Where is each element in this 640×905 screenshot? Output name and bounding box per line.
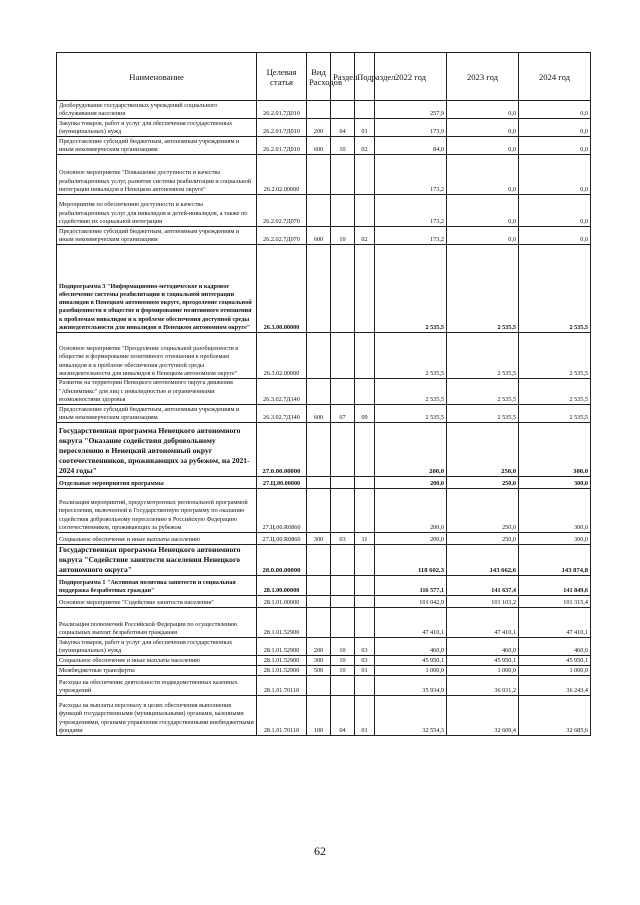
header-2023: 2023 год (447, 53, 519, 101)
amount-2024: 1 000,0 (519, 666, 591, 676)
expense-type (307, 489, 331, 533)
expense-type (307, 608, 331, 638)
header-2024: 2024 год (519, 53, 591, 101)
amount-2023: 0,0 (447, 227, 519, 245)
section: 04 (331, 696, 355, 736)
amount-2024: 101 315,4 (519, 596, 591, 608)
amount-2022: 200,0 (375, 477, 447, 489)
header-subsection: Подраздел (355, 53, 375, 101)
target-code: 28.1.01.52900 (257, 666, 307, 676)
target-code: 28.1.01.70110 (257, 676, 307, 696)
table-row (57, 545, 591, 576)
section (331, 245, 355, 333)
subsection (355, 576, 375, 596)
expense-type (307, 155, 331, 195)
header-section: Раздел (331, 53, 355, 101)
row-name: Расходы на выплаты персоналу в целях обеспечения выполнения функций государственными (муниципальными) органами, казенными учреждениями, органами управления государственными внебюджетными фондами (57, 696, 257, 736)
table-row (57, 423, 591, 477)
amount-2024: 2 535,5 (519, 405, 591, 423)
section (331, 423, 355, 477)
row-name: Межбюджетные трансферты (57, 666, 257, 676)
subsection (355, 245, 375, 333)
amount-2022: 84,0 (375, 137, 447, 155)
subsection: 09 (355, 405, 375, 423)
table-row (57, 155, 591, 195)
amount-2022: 101 042,9 (375, 596, 447, 608)
section (331, 101, 355, 119)
section (331, 333, 355, 379)
row-name: Мероприятия по обеспечению доступности и качества реабилитационных услуг для инвалидов и детей-инвалидов, а также по содействию их социальной интеграции (57, 195, 257, 227)
header-expense-type: Вид Расходов (307, 53, 331, 101)
amount-2024: 2 535,5 (519, 379, 591, 405)
table-row (57, 195, 591, 227)
expense-type: 300 (307, 656, 331, 666)
target-code: 27.Ц.00.00000 (257, 477, 307, 489)
target-code: 28.0.00.00000 (257, 545, 307, 576)
amount-2023: 0,0 (447, 137, 519, 155)
section (331, 155, 355, 195)
subsection (355, 333, 375, 379)
table-row (57, 137, 591, 155)
section (331, 608, 355, 638)
expense-type: 600 (307, 227, 331, 245)
row-name: Предоставление субсидий бюджетным, автономным учреждениям и иным некоммерческим организациям (57, 227, 257, 245)
table-row (57, 676, 591, 696)
amount-2023: 101 103,2 (447, 596, 519, 608)
row-name: Реализация полномочий Российской Федерации по осуществлению социальных выплат безработным гражданам (57, 608, 257, 638)
amount-2022: 47 410,1 (375, 608, 447, 638)
row-name: Реализация мероприятий, предусмотренных региональной программой переселения, включенной в Государственную программу по оказанию содействия добровольному переселению в Российскую Федерацию соотечественников, проживающих за рубежом (57, 489, 257, 533)
amount-2024: 300,0 (519, 533, 591, 545)
target-code: 28.1.01.52900 (257, 656, 307, 666)
subsection: 01 (355, 696, 375, 736)
subsection: 02 (355, 227, 375, 245)
table-row (57, 533, 591, 545)
row-name: Государственная программа Ненецкого автономного округа "Оказание содействия добровольному переселению в Ненецкий автономный округ соотечественников, проживающих за рубежом, на 2021-2024 годы" (57, 423, 257, 477)
section: 10 (331, 666, 355, 676)
amount-2024: 0,0 (519, 195, 591, 227)
target-code: 26.3.02.00000 (257, 333, 307, 379)
table-row (57, 608, 591, 638)
row-name: Предоставление субсидий бюджетным, автономным учреждениям и иным некоммерческим организациям (57, 137, 257, 155)
amount-2024: 36 243,4 (519, 676, 591, 696)
table-header-row (57, 53, 591, 101)
amount-2023: 0,0 (447, 195, 519, 227)
target-code: 26.2.01.7Д010 (257, 101, 307, 119)
amount-2022: 32 554,3 (375, 696, 447, 736)
target-code: 26.3.02.7Д140 (257, 379, 307, 405)
amount-2023: 2 535,5 (447, 245, 519, 333)
section (331, 676, 355, 696)
amount-2023: 0,0 (447, 119, 519, 137)
amount-2024: 0,0 (519, 137, 591, 155)
section: 07 (331, 405, 355, 423)
table-row (57, 477, 591, 489)
amount-2023: 2 535,5 (447, 379, 519, 405)
table-row (57, 576, 591, 596)
amount-2024: 300,0 (519, 477, 591, 489)
target-code: 27.Ц.00.R0860 (257, 533, 307, 545)
row-name: Расходы на обеспечение деятельности подведомственных казенных учреждений (57, 676, 257, 696)
table-row (57, 101, 591, 119)
amount-2022: 173,2 (375, 155, 447, 195)
table-row (57, 638, 591, 656)
amount-2022: 2 535,5 (375, 405, 447, 423)
target-code: 28.1.01.52900 (257, 638, 307, 656)
amount-2022: 200,0 (375, 423, 447, 477)
row-name: Подпрограмма 3 "Информационно-методическое и кадровое обеспечение системы реабилитации и социальной интеграции инвалидов в Ненецком автономном округе, преодоление социальной разобщенности в обществе и формирование позитивного отношения к проблемам инвалидов и к проблеме обеспечения доступной среды жизнедеятельности для инвалидов в Ненецком автономном округе" (57, 245, 257, 333)
target-code: 28.1.00.00000 (257, 576, 307, 596)
section (331, 576, 355, 596)
amount-2023: 460,0 (447, 638, 519, 656)
expense-type (307, 576, 331, 596)
row-name: Отдельные мероприятия программы (57, 477, 257, 489)
amount-2024: 2 535,5 (519, 333, 591, 379)
target-code: 26.2.02.7Д070 (257, 195, 307, 227)
amount-2023: 0,0 (447, 155, 519, 195)
amount-2022: 200,0 (375, 489, 447, 533)
amount-2024: 300,0 (519, 423, 591, 477)
header-2022: 2022 год (375, 53, 447, 101)
expense-type: 500 (307, 666, 331, 676)
table-row (57, 227, 591, 245)
expense-type: 100 (307, 696, 331, 736)
header-name: Наименование (57, 53, 257, 101)
table-row (57, 596, 591, 608)
amount-2024: 47 410,1 (519, 608, 591, 638)
target-code: 28.1.01.70110 (257, 696, 307, 736)
amount-2024: 0,0 (519, 227, 591, 245)
amount-2024: 0,0 (519, 155, 591, 195)
expense-type (307, 245, 331, 333)
subsection: 02 (355, 137, 375, 155)
amount-2023: 250,0 (447, 489, 519, 533)
subsection: 11 (355, 533, 375, 545)
amount-2022: 35 934,9 (375, 676, 447, 696)
amount-2023: 36 031,2 (447, 676, 519, 696)
section (331, 545, 355, 576)
section: 04 (331, 119, 355, 137)
amount-2024: 143 874,8 (519, 545, 591, 576)
table-row (57, 489, 591, 533)
target-code: 26.2.02.00000 (257, 155, 307, 195)
amount-2022: 257,9 (375, 101, 447, 119)
section (331, 477, 355, 489)
table-row (57, 656, 591, 666)
amount-2023: 143 662,6 (447, 545, 519, 576)
page-number: 62 (314, 844, 326, 858)
target-code: 26.3.00.00000 (257, 245, 307, 333)
amount-2022: 2 535,5 (375, 333, 447, 379)
subsection (355, 608, 375, 638)
amount-2023: 250,0 (447, 477, 519, 489)
amount-2023: 2 535,5 (447, 333, 519, 379)
section (331, 596, 355, 608)
row-name: Развитие на территории Ненецкого автономного округа движения "Абилимпикс" для лиц с инвалидностью и ограниченными возможностями здоровья (57, 379, 257, 405)
amount-2023: 32 609,4 (447, 696, 519, 736)
expense-type: 200 (307, 638, 331, 656)
amount-2022: 200,0 (375, 533, 447, 545)
subsection (355, 676, 375, 696)
subsection (355, 477, 375, 489)
section: 10 (331, 137, 355, 155)
target-code: 26.2.02.7Д070 (257, 227, 307, 245)
subsection (355, 101, 375, 119)
amount-2023: 2 535,5 (447, 405, 519, 423)
target-code: 26.2.01.7Д010 (257, 119, 307, 137)
target-code: 28.1.01.52900 (257, 608, 307, 638)
table-row (57, 379, 591, 405)
row-name: Основное мероприятие "Преодоление социальной разобщенности в обществе и формирование позитивного отношения к проблемам инвалидов и к проблеме обеспечения доступной среды жизнедеятельности для инвалидов в Ненецком автономном округе" (57, 333, 257, 379)
amount-2024: 32 685,6 (519, 696, 591, 736)
amount-2022: 173,2 (375, 195, 447, 227)
budget-table (56, 52, 591, 736)
expense-type: 300 (307, 533, 331, 545)
expense-type (307, 195, 331, 227)
row-name: Подпрограмма 1 "Активная политика занятости и социальная поддержка безработных граждан" (57, 576, 257, 596)
section (331, 379, 355, 405)
target-code: 27.Ц.00.R0860 (257, 489, 307, 533)
budget-table-container (56, 52, 590, 736)
expense-type (307, 101, 331, 119)
subsection: 01 (355, 666, 375, 676)
subsection (355, 545, 375, 576)
amount-2023: 45 950,1 (447, 656, 519, 666)
subsection (355, 379, 375, 405)
amount-2023: 141 637,4 (447, 576, 519, 596)
section: 10 (331, 227, 355, 245)
header-target: Целевая статья (257, 53, 307, 101)
amount-2023: 1 000,0 (447, 666, 519, 676)
amount-2023: 250,0 (447, 533, 519, 545)
expense-type (307, 596, 331, 608)
table-row (57, 666, 591, 676)
row-name: Социальное обеспечение и иные выплаты населению (57, 533, 257, 545)
expense-type (307, 333, 331, 379)
expense-type: 600 (307, 405, 331, 423)
subsection (355, 489, 375, 533)
row-name: Основное мероприятие "Повышение доступности и качества реабилитационных услуг, развитие системы реабилитации и социальной интеграции инвалидов в Ненецком автономном округе" (57, 155, 257, 195)
expense-type: 600 (307, 137, 331, 155)
section (331, 195, 355, 227)
subsection (355, 155, 375, 195)
amount-2022: 173,9 (375, 119, 447, 137)
section: 03 (331, 533, 355, 545)
row-name: Предоставление субсидий бюджетным, автономным учреждениям и иным некоммерческим организациям (57, 405, 257, 423)
amount-2024: 460,0 (519, 638, 591, 656)
row-name: Основное мероприятие "Содействие занятости населения" (57, 596, 257, 608)
subsection: 03 (355, 656, 375, 666)
amount-2024: 300,0 (519, 489, 591, 533)
expense-type: 200 (307, 119, 331, 137)
table-row (57, 119, 591, 137)
amount-2023: 0,0 (447, 101, 519, 119)
expense-type (307, 477, 331, 489)
amount-2022: 2 535,5 (375, 245, 447, 333)
row-name: Государственная программа Ненецкого автономного округа "Содействие занятости населения Ненецкого автономного округа" (57, 545, 257, 576)
amount-2022: 1 000,0 (375, 666, 447, 676)
amount-2022: 460,0 (375, 638, 447, 656)
amount-2024: 0,0 (519, 119, 591, 137)
amount-2023: 47 410,1 (447, 608, 519, 638)
section: 10 (331, 656, 355, 666)
table-row (57, 333, 591, 379)
amount-2022: 2 535,5 (375, 379, 447, 405)
table-row (57, 696, 591, 736)
target-code: 28.1.01.00000 (257, 596, 307, 608)
table-row (57, 245, 591, 333)
target-code: 27.0.00.00000 (257, 423, 307, 477)
row-name: Закупка товаров, работ и услуг для обеспечения государственных (муниципальных) нужд (57, 119, 257, 137)
amount-2022: 116 577,1 (375, 576, 447, 596)
amount-2024: 0,0 (519, 101, 591, 119)
subsection (355, 596, 375, 608)
table-row (57, 405, 591, 423)
subsection (355, 423, 375, 477)
row-name: Дооборудование государственных учреждений социального обслуживания населения (57, 101, 257, 119)
subsection: 01 (355, 119, 375, 137)
amount-2022: 45 950,1 (375, 656, 447, 666)
amount-2023: 250,0 (447, 423, 519, 477)
section: 10 (331, 638, 355, 656)
table-body (57, 101, 591, 736)
expense-type (307, 379, 331, 405)
expense-type (307, 545, 331, 576)
amount-2024: 141 849,6 (519, 576, 591, 596)
amount-2024: 2 535,5 (519, 245, 591, 333)
row-name: Социальное обеспечение и иные выплаты населению (57, 656, 257, 666)
amount-2022: 173,2 (375, 227, 447, 245)
amount-2022: 118 602,3 (375, 545, 447, 576)
row-name: Закупка товаров, работ и услуг для обеспечения государственных (муниципальных) нужд (57, 638, 257, 656)
subsection (355, 195, 375, 227)
subsection: 03 (355, 638, 375, 656)
section (331, 489, 355, 533)
expense-type (307, 676, 331, 696)
target-code: 26.2.01.7Д010 (257, 137, 307, 155)
target-code: 26.3.02.7Д140 (257, 405, 307, 423)
expense-type (307, 423, 331, 477)
amount-2024: 45 950,1 (519, 656, 591, 666)
